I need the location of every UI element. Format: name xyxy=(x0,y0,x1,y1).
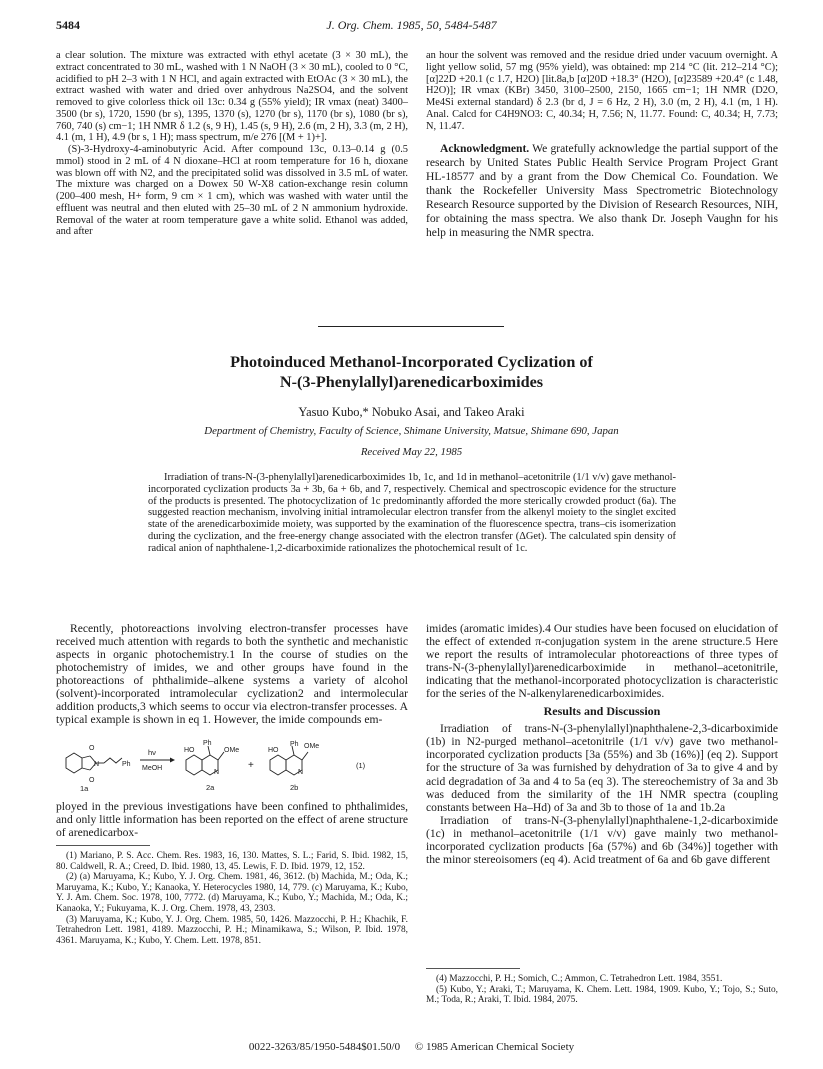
compound-label-2a: 2a xyxy=(206,783,215,792)
footnote: (3) Maruyama, K.; Kubo, Y. J. Org. Chem. 1985, 50, 1426. Mazzocchi, P. H.; Khachik, F. Tetrahedron Lett. 1981, 4189. Mazzocchi, P. H.; Minamikawa, S.; Wilson, P. Ibid. 1978, 4361. Maruyama, K.; Kubo, Y. Chem. Lett. 1978, 851. xyxy=(56,914,408,946)
reaction-scheme xyxy=(56,738,408,796)
body-paragraph: Recently, photoreactions involving electron-transfer processes have received much attention with regards to both the synthetic and mechanistic aspects in organic photochemistry.1 In the course of studies on the photochemistry of imides, we and other groups have found in the photoreactions of phthalimide–alkene systems a variety of alcohol (solvent)-incorporated intramolecular cyclization2 and intermolecular addition products,3 which seems to occur via electron-transfer processes. A typical example is shown in eq 1. However, the imide compounds em- xyxy=(56,622,408,727)
footnote-divider xyxy=(56,845,150,846)
body-paragraph: Irradiation of trans-N-(3-phenylallyl)naphthalene-1,2-dicarboximide (1c) in methanol–acetonitrile (1/1 v/v) gave mainly two methanol-incorporated cyclization products [6a (57%) and 6b (34%)] together with the minor stereoisomers (eq 4). Acid treatment of 6a and 6b gave different xyxy=(426,813,778,866)
footnote: (5) Kubo, Y.; Araki, T.; Maruyama, K. Chem. Lett. 1984, 1909. Kubo, Y.; Tojo, S.; Suto, M.; Toda, R.; Araki, T. Ibid. 1984, 2075. xyxy=(426,984,778,1006)
article-divider xyxy=(318,326,504,327)
main-left-column-continued xyxy=(56,800,408,839)
authors: Yasuo Kubo,* Nobuko Asai, and Takeo Araki xyxy=(298,405,525,419)
title-line: Photoinduced Methanol-Incorporated Cyclization of xyxy=(230,353,593,371)
section-heading: Results and Discussion xyxy=(543,704,661,719)
carbonyl-o-label: O xyxy=(89,777,95,784)
prev-article-paragraph: a clear solution. The mixture was extracted with ethyl acetate (3 × 30 mL), the extract concentrated to 30 mL, washed with 1 N NaOH (3 × 30 mL), cooled to 0 °C, acidified to pH 2–3 with 1 N HCl, and again extracted with EtOAc (3 × 30 mL), the extract washed with water and dried over anhydrous Na2SO4, and the solvent removed to give colorless thick oil 13c: 0.34 g (55% yield); IR νmax (neat) 3400–3500 (br s), 1720, 1590 (br s), 1395, 1370 (s), 1270 (br s), 1170 (br s), 1080 (br s), 760, 740 (s) cm−1; 1H NMR δ 1.2 (s, 9 H), 1.45 (s, 9 H), 2.6 (m, 2 H), 3.3 (m, 2 H), 4.1 (m, 1 H), 4.9 (br s, 1 H); mass spectrum, m/e 276 [(M + 1)+]. xyxy=(56,50,408,144)
main-right-column xyxy=(426,622,778,866)
affiliation: Department of Chemistry, Faculty of Science, Shimane University, Matsue, Shimane 690, Japan xyxy=(204,425,619,437)
acknowledgment xyxy=(426,142,778,240)
reaction-arrowhead xyxy=(170,758,175,763)
journal-citation: J. Org. Chem. 1985, 50, 5484-5487 xyxy=(326,18,497,32)
phenyl-label: Ph xyxy=(122,761,131,768)
phenyl-label: Ph xyxy=(290,741,299,748)
page-number: 5484 xyxy=(56,18,80,32)
phenyl-label: Ph xyxy=(203,740,212,747)
compound-label-1a: 1a xyxy=(80,784,89,793)
nitrogen-label: N xyxy=(214,769,220,776)
body-paragraph: ployed in the previous investigations have been confined to phthalimides, and only little information has been reported on the effect of arene structure of arenedicarbox- xyxy=(56,800,408,840)
title-line: N-(3-Phenylallyl)arenedicarboximides xyxy=(279,373,544,391)
carbonyl-o-label: O xyxy=(89,745,95,752)
body-paragraph: Irradiation of trans-N-(3-phenylallyl)naphthalene-2,3-dicarboximide (1b) in N2-purged methanol–acetonitrile (1/1 v/v) gave two methanol-incorporated cyclization products [3a (55%) and 3b (16%)] (eq 2). Support for the structure of 3a was furnished by dehydration of 3a to give 4 and by acid degradation of 3a and 4 to 5a (eq 3). The stereochemistry of 3a and 3b was deduced from the similarity of the 1H NMR spectra (coupling constants between Ha–Hd) of 3a and 3b to those of 1a and 1b.2a xyxy=(426,722,778,814)
nitrogen-label: N xyxy=(298,769,304,776)
hydroxy-label: HO xyxy=(184,747,195,754)
copyright: © 1985 American Chemical Society xyxy=(414,1041,575,1053)
footnote: (2) (a) Maruyama, K.; Kubo, Y. J. Org. Chem. 1981, 46, 3612. (b) Machida, M.; Oda, K.; Maruyama, K.; Kubo, Y.; Kanaoka, Y. Heterocycles 1980, 14, 779. (c) Maruyama, K.; Kubo, Y. J. Am. Chem. Soc. 1978, 100, 7772. (d) Maruyama, K.; Kubo, Y.; Machida, M.; Oda, K.; Kanaoka, Y.; Fukuyama, K. J. Org. Chem. 1978, 43, 2303. xyxy=(56,872,408,914)
methoxy-label: OMe xyxy=(224,747,240,754)
article-code: 0022-3263/85/1950-5484$01.50/0 xyxy=(248,1041,401,1053)
running-header xyxy=(56,18,767,34)
footnote: (4) Mazzocchi, P. H.; Somich, C.; Ammon, C. Tetrahedron Lett. 1984, 3551. xyxy=(436,974,723,984)
footnotes-right xyxy=(426,974,778,1006)
main-left-column xyxy=(56,622,408,726)
equation-number: (1) xyxy=(356,761,366,770)
plus-sign: + xyxy=(248,760,254,771)
methoxy-label: OMe xyxy=(304,743,320,750)
prev-article-left-column xyxy=(56,50,408,238)
prev-article-paragraph: an hour the solvent was removed and the residue dried under vacuum overnight. A light yellow solid, 57 mg (95% yield), was obtained: mp 214 °C (lit. 212–214 °C); [α]22D +20.1 (c 1.7, H2O) [lit.8a,b [α]20D +18.3° (H2O), [α]23589 +20.4° (c 1.48, H2O)]; IR νmax (KBr) 3450, 3100–2500, 2150, 1665 cm−1; 1H NMR (D2O, Me4Si external standard) δ 2.3 (br d, J = 6 Hz, 2 H), 3.0 (m, 2 H), 4.1 (m, 1 H). Anal. Calcd for C4H9NO3: C, 40.34; H, 7.56; N, 11.77. Found: C, 40.34; H, 7.73; N, 11.47. xyxy=(426,50,778,132)
footnotes-left xyxy=(56,851,408,946)
abstract: Irradiation of trans-N-(3-phenylallyl)arenedicarboximides 1b, 1c, and 1d in methanol–acetonitrile (1/1 v/v) gave methanol-incorporated cyclization products 3a + 3b, 6a + 6b, and 7, respectively. Chemical and spectroscopic evidence for the structure of the products is presented. The photocyclization of 1c predominantly afforded the more sterically crowded product (6a). The suggested reaction mechanism, involving initial intramolecular electron transfer from the alkenyl moiety to the singlet excited state of the arenedicarboximide moiety, was supported by the examination of the fluorescence spectra, trans–cis isomerization during the cyclization, and the free-energy change associated with the electron transfer (ΔGet). The calculated spin density of radical anion of naphthalene-1,2-dicarboximide rationalizes the photochemical result of 1c. xyxy=(148,472,676,554)
compound-label-2b: 2b xyxy=(290,783,299,792)
hydroxy-label: HO xyxy=(268,747,279,754)
arrow-condition-top: hν xyxy=(148,748,156,757)
received-date: Received May 22, 1985 xyxy=(360,446,463,458)
page-footer xyxy=(0,1041,823,1053)
prev-article-right-column xyxy=(426,50,778,240)
acknowledgment-text: We gratefully acknowledge the partial support of the research by United States Public Health Service Program Project Grant HL-18577 and by a grant from the Dow Chemical Co. Foundation. We thank the Rockefeller University Mass Spectrometric Biotechnology Research Resource supported by the Division of Research Resources, NIH, for obtaining the mass spectra. We also thank Dr. Joseph Vaughn for his help in measuring the NMR spectra. xyxy=(426,142,778,240)
nitrogen-label: N xyxy=(94,761,100,768)
body-paragraph: imides (aromatic imides).4 Our studies have been focused on elucidation of the effect of extended π-conjugation system in the arene structure.5 Here we report the results of intramolecular photoreactions of three types of trans-N-(3-phenylallyl)arenedicarboximide in methanol–acetonitrile, indicating that the methanol-incorporated photocyclization is characteristic for the series of the N-alkenylarenedicarboximides. xyxy=(426,622,778,701)
footnote-divider xyxy=(426,968,520,969)
prev-article-paragraph: (S)-3-Hydroxy-4-aminobutyric Acid. After compound 13c, 0.13–0.14 g (0.5 mmol) stood in 2 mL of 4 N dioxane–HCl at room temperature for 16 h, dioxane was blown off with N2, and the precipitated solid was dissolved in 3.5 mL of water. The mixture was charged on a Dowex 50 W-X8 cation-exchange resin column (200–400 mesh, H+ form, 9 cm × 1 cm), which was washed with water until the effluent was neutral and then eluted with 25–30 mL of 2 N ammonium hydroxide. Removal of the water at room temperature gave a white solid. Ethanol was added, and after xyxy=(56,144,408,238)
acknowledgment-label: Acknowledgment. xyxy=(440,142,530,156)
arrow-condition-bottom: MeOH xyxy=(142,765,163,772)
article-title xyxy=(100,352,723,392)
equation-1 xyxy=(56,738,408,796)
footnote: (1) Mariano, P. S. Acc. Chem. Res. 1983, 16, 130. Mattes, S. L.; Farid, S. Ibid. 1982, 15, 80. Caldwell, R. A.; Creed, D. Ibid. 1980, 13, 45. Lewis, F. D. Ibid. 1979, 12, 152. xyxy=(56,851,408,872)
